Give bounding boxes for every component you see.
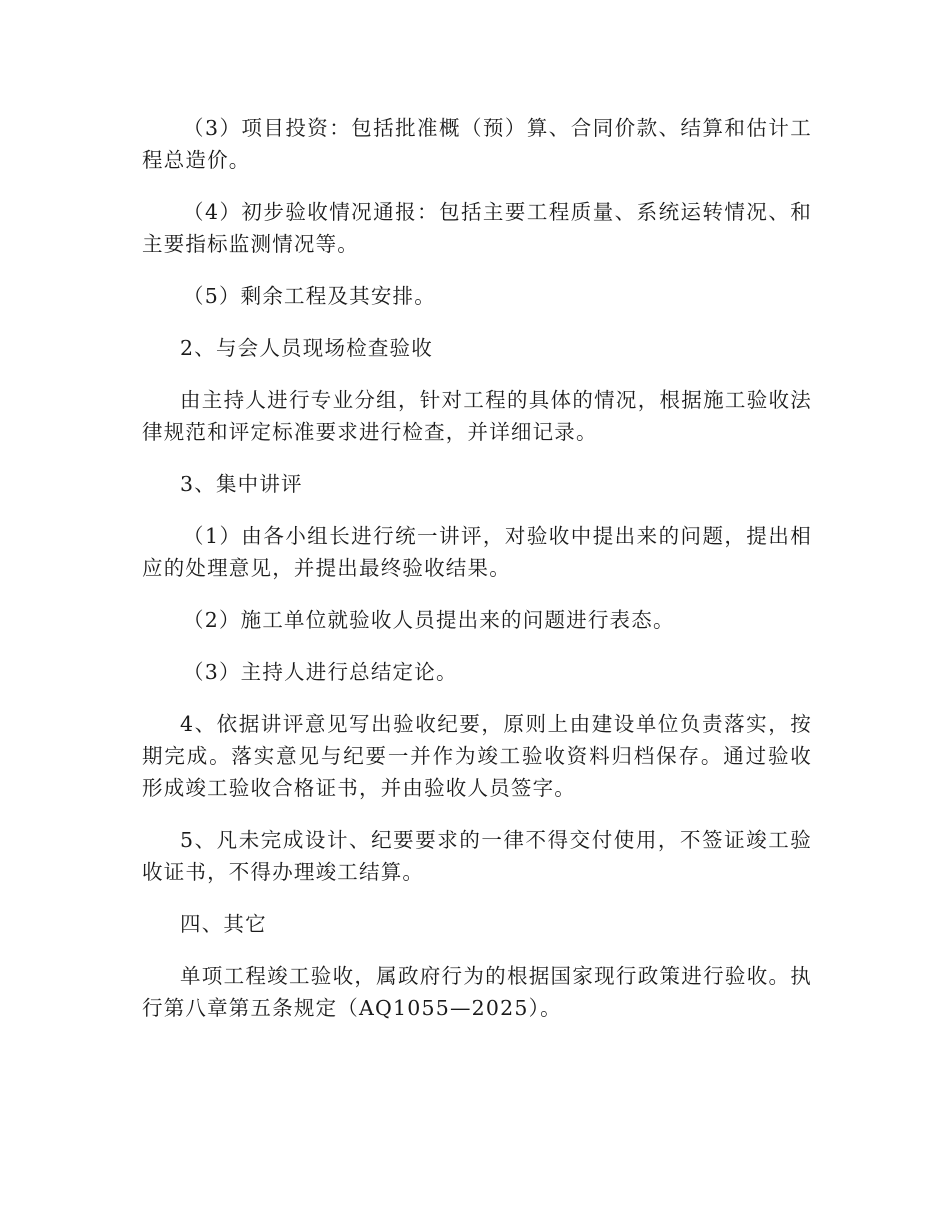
paragraph-review-item-2: （2）施工单位就验收人员提出来的问题进行表态。 [183, 608, 675, 632]
paragraph-preliminary-acceptance-report: （4）初步验收情况通报：包括主要工程质量、系统运转情况、和主要指标监测情况等。 [142, 200, 812, 256]
paragraph-acceptance-minutes: 4、依据讲评意见写出验收纪要，原则上由建设单位负责落实，按期完成。落实意见与纪要一并作为竣工验收资料归档保存。通过验收形成竣工验收合格证书，并由验收人员签字。 [142, 712, 812, 800]
section-heading-other: 四、其它 [180, 912, 267, 936]
paragraph-project-investment: （3）项目投资：包括批准概（预）算、合同价款、结算和估计工程总造价。 [142, 116, 812, 172]
paragraph-remaining-work: （5）剩余工程及其安排。 [183, 284, 436, 308]
paragraph-delivery-restriction: 5、凡未完成设计、纪要要求的一律不得交付使用，不签证竣工验收证书，不得办理竣工结算。 [142, 828, 812, 884]
paragraph-review-item-1: （1）由各小组长进行统一讲评，对验收中提出来的问题，提出相应的处理意见，并提出最终验收结果。 [142, 524, 812, 580]
section-heading-review: 3、集中讲评 [180, 472, 303, 496]
paragraph-inspection-details: 由主持人进行专业分组，针对工程的具体的情况，根据施工验收法律规范和评定标准要求进行检查，并详细记录。 [142, 388, 812, 444]
paragraph-single-project-acceptance: 单项工程竣工验收，属政府行为的根据国家现行政策进行验收。执行第八章第五条规定（AQ1055—2025）。 [142, 964, 812, 1020]
section-heading-site-inspection: 2、与会人员现场检查验收 [180, 336, 433, 360]
paragraph-review-item-3: （3）主持人进行总结定论。 [183, 660, 458, 684]
document-body [142, 112, 812, 1044]
